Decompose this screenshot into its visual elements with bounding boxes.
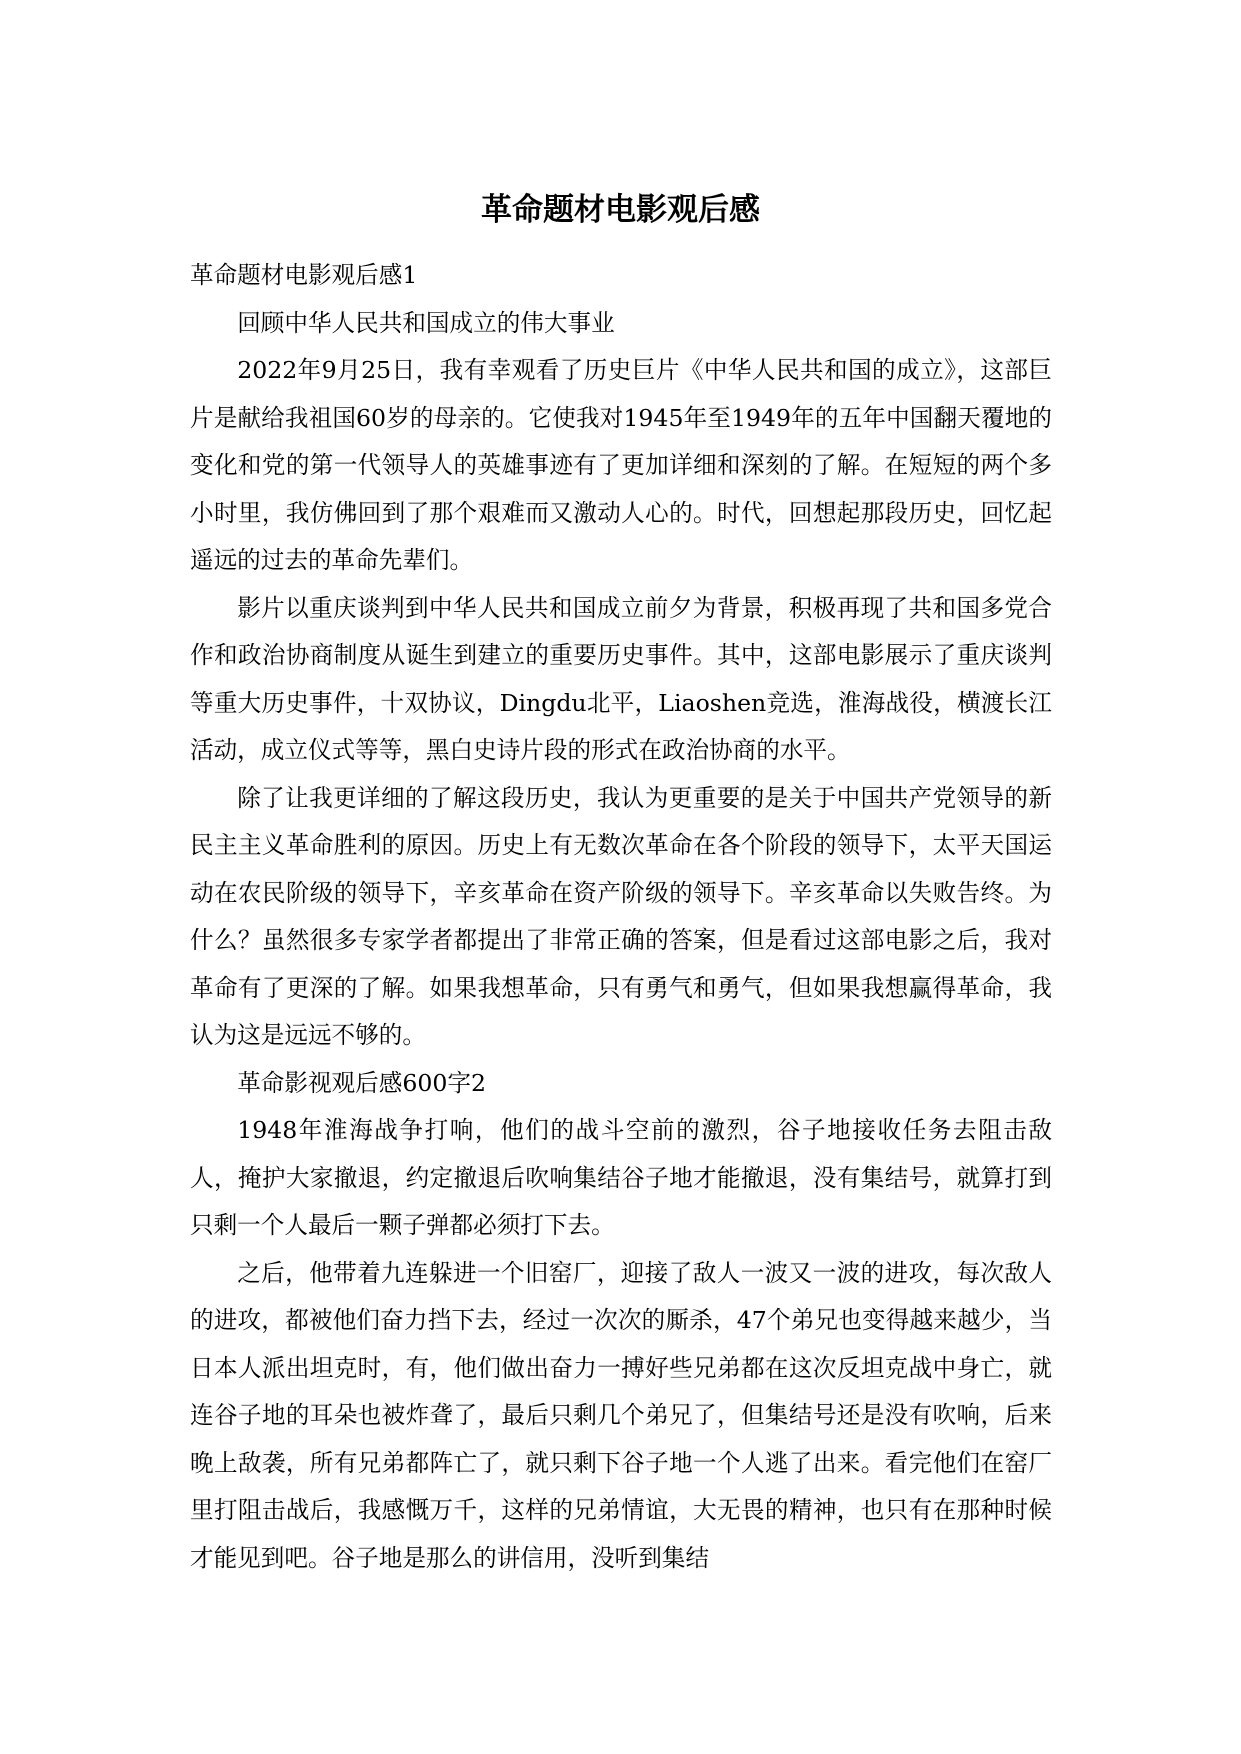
document-title: 革命题材电影观后感 <box>481 192 760 228</box>
paragraph: 革命题材电影观后感1 <box>190 261 418 289</box>
paragraph: 回顾中华人民共和国成立的伟大事业 <box>237 308 615 337</box>
paragraph: 革命影视观后感600字2 <box>237 1068 486 1097</box>
paragraph: 2022年9月25日，我有幸观看了历史巨片《中华人民共和国的成立》，这部巨片是献给我祖国60岁的母亲的。它使我对1945年至1949年的五年中国翻天覆地的变化和党的第一代领导人的英雄事迹有了更加详细和深刻的了解。在短短的两个多小时里，我仿佛回到了那个艰难而又激动人心的。时代，回想起那段历史，回忆起遥远的过去的革命先辈们。 <box>190 356 1052 574</box>
paragraph: 之后，他带着九连躲进一个旧窑厂，迎接了敌人一波又一波的进攻，每次敌人的进攻，都被他们奋力挡下去，经过一次次的厮杀，47个弟兄也变得越来越少，当日本人派出坦克时，有，他们做出奋力一搏好些兄弟都在这次反坦克战中身亡，就连谷子地的耳朵也被炸聋了，最后只剩几个弟兄了，但集结号还是没有吹响，后来晚上敌袭，所有兄弟都阵亡了，就只剩下谷子地一个人逃了出来。看完他们在窑厂里打阻击战后，我感慨万千，这样的兄弟情谊，大无畏的精神，也只有在那种时候才能见到吧。谷子地是那么的讲信用，没听到集结 <box>190 1258 1052 1572</box>
paragraph: 影片以重庆谈判到中华人民共和国成立前夕为背景，积极再现了共和国多党合作和政治协商制度从诞生到建立的重要历史事件。其中，这部电影展示了重庆谈判等重大历史事件，十双协议，Dingdu北平，Liaoshen竞选，淮海战役，横渡长江活动，成立仪式等等，黑白史诗片段的形式在政治协商的水平。 <box>190 593 1052 764</box>
paragraph: 除了让我更详细的了解这段历史，我认为更重要的是关于中国共产党领导的新民主主义革命胜利的原因。历史上有无数次革命在各个阶段的领导下，太平天国运动在农民阶级的领导下，辛亥革命在资产阶级的领导下。辛亥革命以失败告终。为什么？虽然很多专家学者都提出了非常正确的答案，但是看过这部电影之后，我对革命有了更深的了解。如果我想革命，只有勇气和勇气，但如果我想赢得革命，我认为这是远远不够的。 <box>190 783 1052 1049</box>
document-body <box>190 252 1052 1582</box>
paragraph: 1948年淮海战争打响，他们的战斗空前的激烈，谷子地接收任务去阻击敌人，掩护大家撤退，约定撤退后吹响集结谷子地才能撤退，没有集结号，就算打到只剩一个人最后一颗子弹都必须打下去。 <box>190 1116 1052 1239</box>
